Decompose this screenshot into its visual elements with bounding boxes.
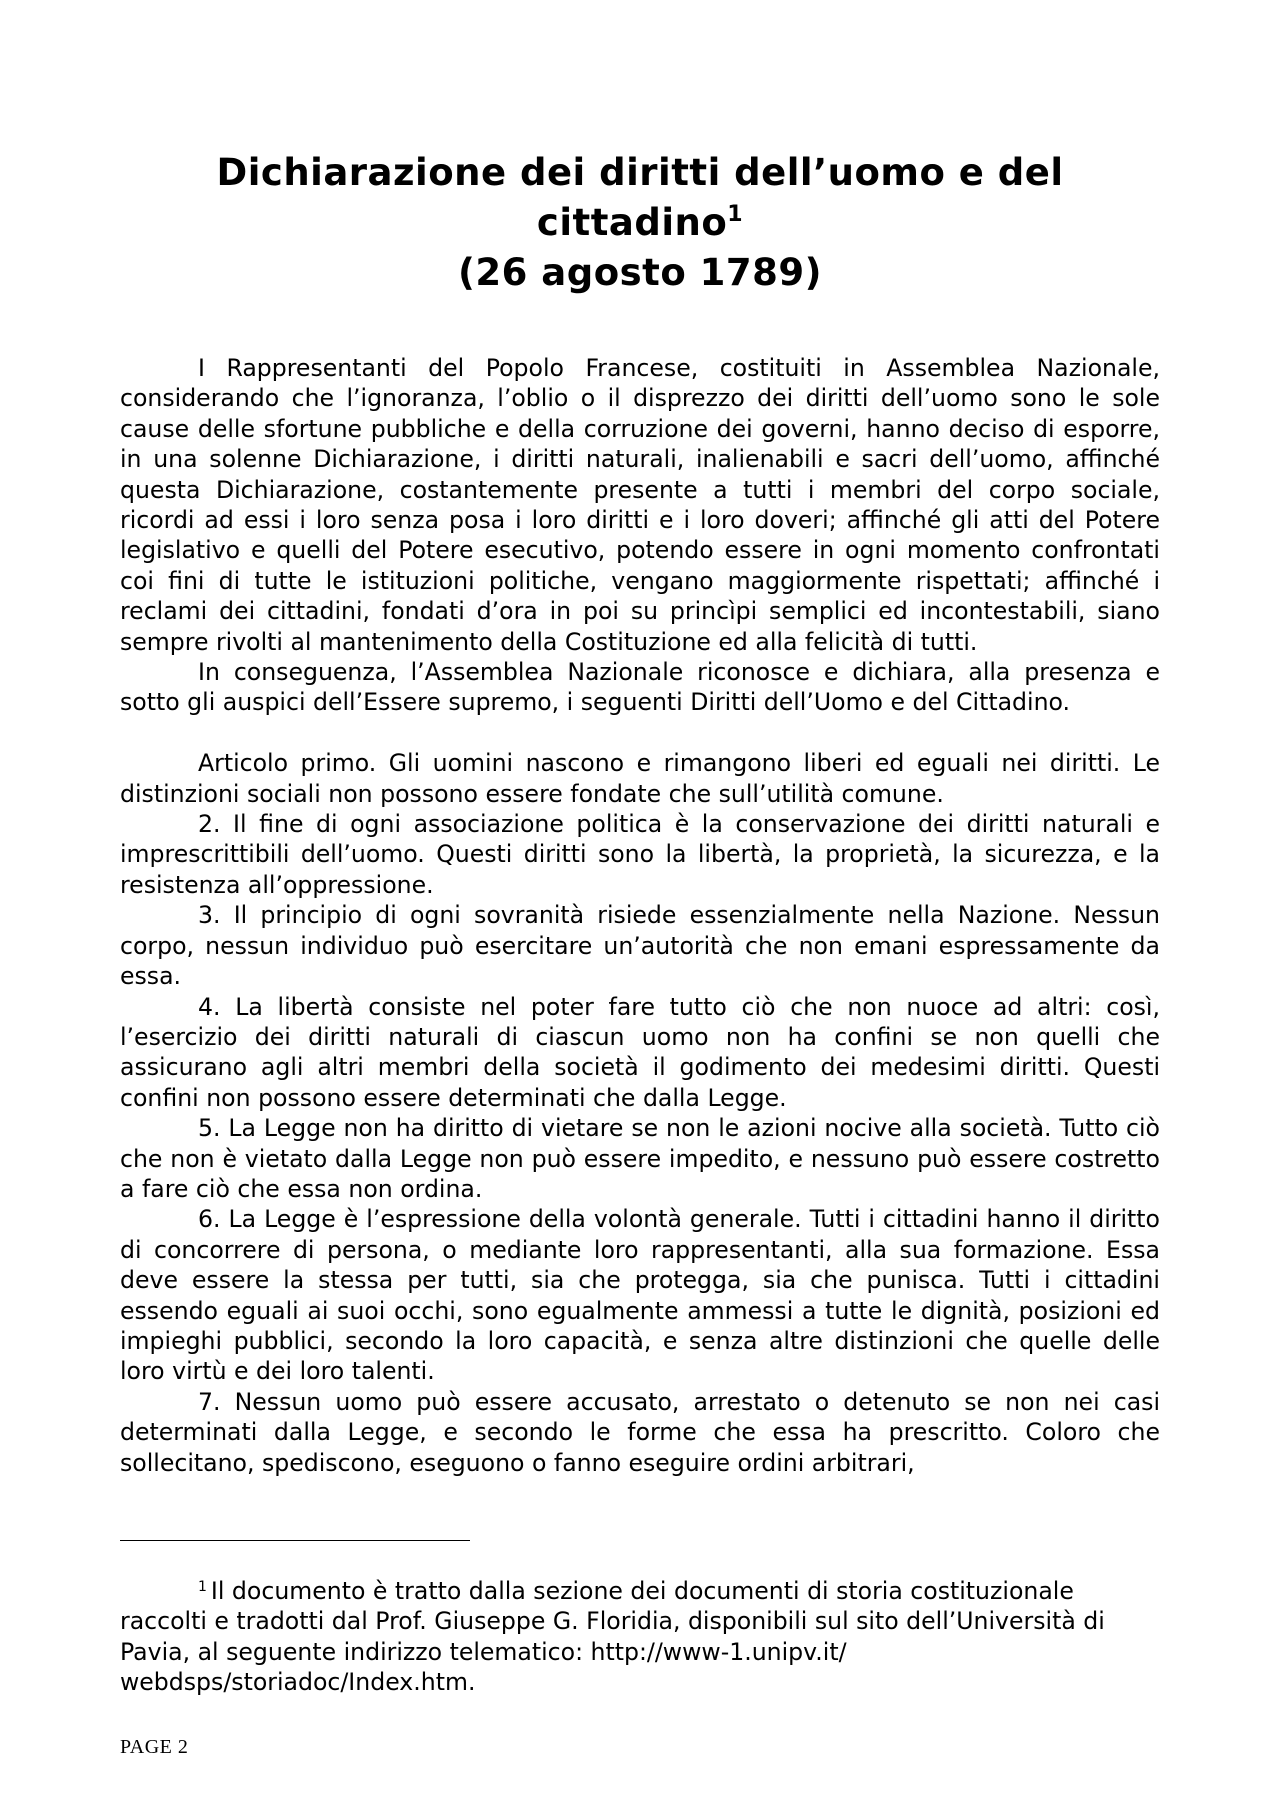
title-date: (26 agosto 1789) — [457, 251, 823, 294]
page-number: PAGE 2 — [120, 1736, 189, 1758]
article-paragraph: 4. La libertà consiste nel poter fare tutto ciò che non nuoce ad altri: così, l’esercizio dei diritti naturali di ciascun uomo non ha confini se non quelli che assicurano agli altri membri della società il godimento dei medesimi diritti. Questi confini non possono essere determinati che dalla Legge. — [120, 992, 1160, 1112]
title-line-1: Dichiarazione dei diritti dell’uomo e del — [216, 151, 1064, 194]
footnote-paragraph — [120, 1576, 1160, 1698]
footnote-separator — [120, 1540, 470, 1541]
footnote-marker: 1 — [198, 1579, 207, 1595]
footnote — [120, 1576, 1160, 1698]
title-line-2 — [120, 198, 1160, 248]
article-paragraph: 2. Il fine di ogni associazione politica è la conservazione dei diritti naturali e imprescrittibili dell’uomo. Questi diritti sono la libertà, la proprietà, la sicurezza, e la resistenza all’oppressione. — [120, 810, 1160, 899]
article-paragraph: 3. Il principio di ogni sovranità risiede essenzialmente nella Nazione. Nessun corpo, nessun individuo può esercitare un’autorità che non emani espressamente da essa. — [120, 901, 1160, 991]
preamble-paragraph: I Rappresentanti del Popolo Francese, costituiti in Assemblea Nazionale, considerando che l’ignoranza, l’oblio o il disprezzo dei diritti dell’uomo sono le sole cause delle sfortune pubbliche e della corruzione dei governi, hanno deciso di esporre, in una solenne Dichiarazione, i diritti naturali, inalienabili e sacri dell’uomo, affinché questa Dichiarazione, costantemente presente a tutti i membri del corpo sociale, ricordi ad essi i loro senza posa i loro diritti e i loro doveri; affinché gli atti del Potere legislativo e quelli del Potere esecutivo, potendo essere in ogni momento confrontati coi fini di tutte le istituzioni politiche, vengano maggiormente rispettati; affinché i reclami dei cittadini, fondati d’ora in poi su princìpi semplici ed incontestabili, siano sempre rivolti al mantenimento della Costituzione ed alla felicità di tutti. — [120, 354, 1160, 656]
article-paragraph: 5. La Legge non ha diritto di vietare se non le azioni nocive alla società. Tutto ciò che non è vietato dalla Legge non può essere impedito, e nessuno può essere costretto a fare ciò che essa non ordina. — [120, 1114, 1160, 1203]
title-line-2-text: cittadino — [536, 201, 728, 244]
page-title — [120, 148, 1160, 298]
article-paragraph: Articolo primo. Gli uomini nascono e rimangono liberi ed eguali nei diritti. Le distinzioni sociali non possono essere fondate che sull’utilità comune. — [120, 749, 1160, 808]
article-paragraph: 6. La Legge è l’espressione della volontà generale. Tutti i cittadini hanno il diritto di concorrere di persona, o mediante loro rappresentanti, alla sua formazione. Essa deve essere la stessa per tutti, sia che protegga, sia che punisca. Tutti i cittadini essendo eguali ai suoi occhi, sono egualmente ammessi a tutte le dignità, posizioni ed impieghi pubblici, secondo la loro capacità, e senza altre distinzioni che quelle delle loro virtù e dei loro talenti. — [120, 1205, 1160, 1386]
paragraph-spacer — [120, 718, 1160, 748]
article-paragraph: 7. Nessun uomo può essere accusato, arrestato o detenuto se non nei casi determinati dalla Legge, e secondo le forme che essa ha prescritto. Coloro che sollecitano, spediscono, eseguono o fanno eseguire ordini arbitrari, — [120, 1387, 1160, 1477]
footnote-reference[interactable]: 1 — [727, 202, 744, 227]
footnote-text: Il documento è tratto dalla sezione dei documenti di storia costituzionale raccolti e tradotti dal Prof. Giuseppe G. Floridia, disponibili sul sito dell’Università di Pavia, al seguente indirizzo telematico: http://www-1.unipv.it/ webdsps/storiadoc/Index.htm. — [120, 1577, 1105, 1697]
preamble-paragraph: In conseguenza, l’Assemblea Nazionale riconosce e dichiara, alla presenza e sotto gli auspici dell’Essere supremo, i seguenti Diritti dell’Uomo e del Cittadino. — [120, 658, 1160, 717]
document-body — [120, 353, 1160, 1478]
